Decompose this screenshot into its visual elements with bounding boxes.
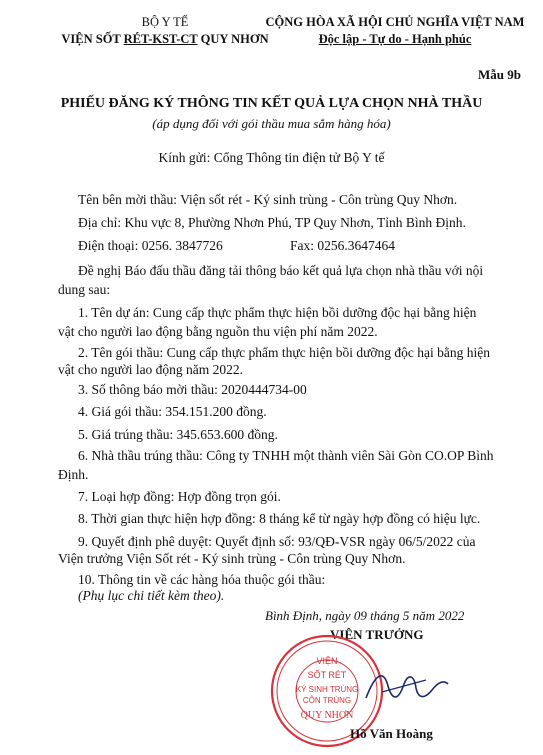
appendix-note: (Phụ lục chi tiết kèm theo). (78, 588, 225, 603)
national-motto: Độc lập - Tự do - Hạnh phúc (318, 32, 472, 46)
place-date: Bình Định, ngày 09 tháng 5 năm 2022 (265, 608, 465, 623)
request-line-1: Đề nghị Báo đấu thầu đăng tải thông báo kết quả lựa chọn nhà thầu với nội (78, 263, 484, 278)
document-title: PHIẾU ĐĂNG KÝ THÔNG TIN KẾT QUẢ LỰA CHỌN NHÀ THẦU (60, 96, 483, 111)
stamp-line-1: VIỆN (316, 656, 338, 666)
item-2-line-1: 2. Tên gói thầu: Cung cấp thực phẩm thực hiện bồi dưỡng độc hại bằng hiện (78, 345, 491, 360)
document-subtitle: (áp dụng đối với gói thầu mua sắm hàng hóa) (152, 116, 391, 131)
handwritten-signature (362, 662, 452, 712)
item-2-line-2: vật cho người lao động năm 2022. (58, 362, 244, 377)
institute-name-part2: RÉT-KST-CT (123, 32, 198, 46)
item-6-line-1: 6. Nhà thầu trúng thầu: Công ty TNHH một thành viên Sài Gòn CO.OP Bình (78, 448, 494, 463)
item-7: 7. Loại hợp đồng: Hợp đồng trọn gói. (78, 489, 281, 504)
greeting: Kính gửi: Cổng Thông tin điện tử Bộ Y tế (158, 150, 385, 165)
item-1-line-2: vật cho người lao động bằng nguồn thu viện phí năm 2022. (58, 324, 378, 339)
item-8: 8. Thời gian thực hiện hợp đồng: 8 tháng kể từ ngày hợp đồng có hiệu lực. (78, 511, 481, 526)
item-9-line-1: 9. Quyết định phê duyệt: Quyết định số: 93/QĐ-VSR ngày 06/5/2022 của (78, 534, 476, 549)
ministry-name: BỘ Y TẾ (141, 15, 189, 29)
signer-name: Hồ Văn Hoàng (350, 726, 433, 741)
item-6-line-2: Định. (58, 467, 89, 482)
signer-title: VIỆN TRƯỞNG (330, 627, 424, 642)
address-line: Địa chỉ: Khu vực 8, Phường Nhơn Phú, TP Quy Nhơn, Tỉnh Bình Định. (78, 215, 466, 230)
item-9-line-2: Viện trưởng Viện Sốt rét - Ký sinh trùng - Côn trùng Quy Nhơn. (58, 551, 406, 566)
stamp-line-3: KÝ SINH TRÙNG (295, 685, 359, 694)
item-5: 5. Giá trúng thầu: 345.653.600 đồng. (78, 427, 278, 442)
item-1-line-1: 1. Tên dự án: Cung cấp thực phẩm thực hiện bồi dưỡng độc hại bằng hiện (78, 305, 477, 320)
item-3: 3. Số thông báo mời thầu: 2020444734-00 (78, 382, 307, 397)
national-title: CỘNG HÒA XÃ HỘI CHỦ NGHĨA VIỆT NAM (265, 15, 525, 29)
stamp-line-4: CÔN TRÙNG (302, 696, 352, 705)
institute-name-part1: VIỆN SỐT (61, 32, 124, 46)
item-4: 4. Giá gói thầu: 354.151.200 đồng. (78, 404, 267, 419)
phone-line: Điện thoại: 0256. 3847726 (78, 238, 223, 253)
request-line-2: dung sau: (58, 282, 111, 297)
institute-name-part3: QUY NHƠN (197, 32, 269, 46)
stamp-line-5: QUY NHƠN (300, 710, 354, 721)
national-header (250, 14, 540, 48)
fax-line: Fax: 0256.3647464 (290, 238, 396, 253)
form-number: Mẫu 9b (478, 67, 521, 82)
stamp-line-2: SỐT RÉT (307, 670, 347, 680)
item-10: 10. Thông tin về các hàng hóa thuộc gói thầu: (78, 572, 326, 587)
inviter-line: Tên bên mời thầu: Viện sốt rét - Ký sinh trùng - Côn trùng Quy Nhơn. (78, 192, 458, 207)
